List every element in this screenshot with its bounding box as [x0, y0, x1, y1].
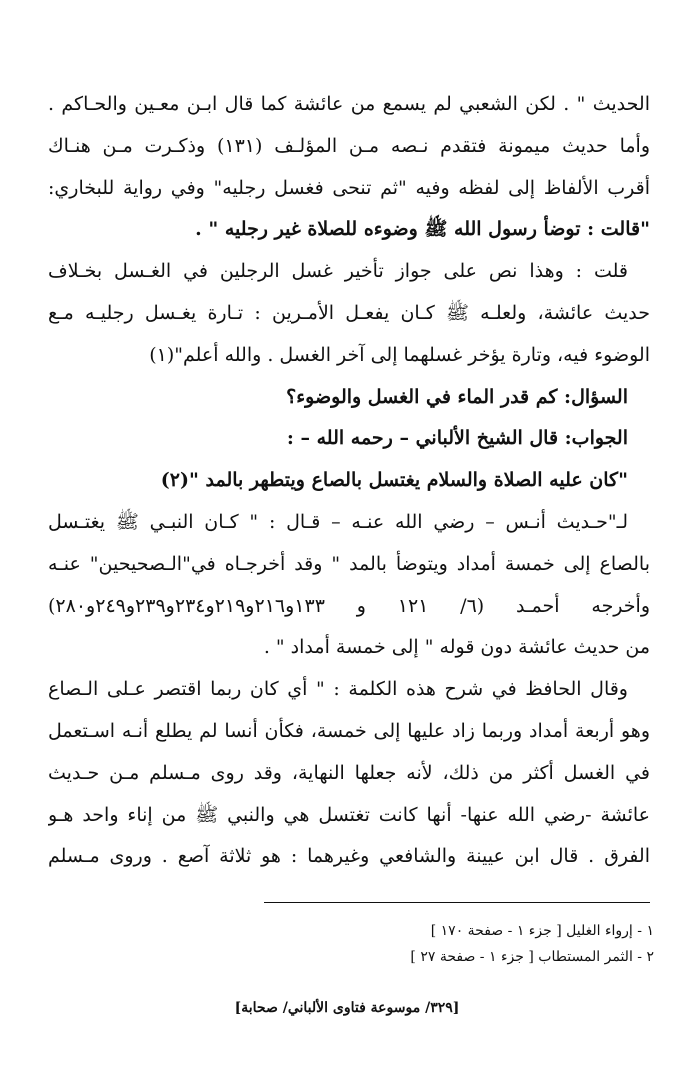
- text-line: وأما حديث ميمونة فتقدم نـصه مـن المؤلـف (١٣١) وذكـرت مـن هنـاك: [48, 134, 650, 157]
- text-line: أقرب الألفاظ إلى لفظه وفيه "ثم تنحى فغسل رجليه" وفي رواية للبخاري:: [48, 176, 650, 199]
- text-line: وأخرجه أحمـد (٦/ ١٢١ و ١٣٣و٢١٦و٢١٩و٢٣٤و٢٣٩و٢٤٩و٢٨٠): [48, 594, 650, 617]
- footnotes: [260, 918, 654, 970]
- footnote-divider: [264, 902, 650, 903]
- page-footer: [٣٢٩/ موسوعة فتاوى الألباني/ صحابة]: [234, 1000, 460, 1016]
- text-line: حديث عائشة، ولعلـه ﷺ كـان يفعـل الأمـرين : تـارة يغـسل رجليـه مـع: [48, 301, 650, 324]
- text-line: في الغسل أكثر من ذلك، لأنه جعلها النهاية، وقد روى مـسلم مـن حـديث: [48, 761, 650, 784]
- text-line: وقال الحافظ في شرح هذه الكلمة : " أي كان ربما اقتصر عـلى الـصاع: [48, 678, 628, 701]
- text-line: بالصاع إلى خمسة أمداد ويتوضأ بالمد " وقد أخرجـاه في"الـصحيحين" عنـه: [48, 552, 650, 575]
- footnote-item: ١ - إرواء الغليل [ جزء ١ - صفحة ١٧٠ ]: [430, 923, 654, 939]
- text-line: لـ"حـديث أنـس – رضي الله عنـه – قـال : " كـان النبـي ﷺ يغتـسل: [48, 510, 628, 533]
- text-line: "قالت : توضأ رسول الله ﷺ وضوءه للصلاة غير رجليه " .: [195, 218, 650, 241]
- answer-heading: الجواب: قال الشيخ الألباني – رحمه الله – :: [286, 427, 628, 450]
- main-text-block: [48, 84, 650, 878]
- text-line: وهو أربعة أمداد وربما زاد عليها إلى خمسة، فكأن أنسا لم يطلع أنـه اسـتعمل: [48, 719, 650, 742]
- text-line: قلت : وهذا نص على جواز تأخير غسل الرجلين في الغـسل بخـلاف: [48, 260, 628, 283]
- text-line: عائشة -رضي الله عنها- أنها كانت تغتسل هي والنبي ﷺ من إناء واحد هـو: [48, 803, 650, 826]
- text-line: الوضوء فيه، وتارة يؤخر غسلهما إلى آخر الغسل . والله أعلم"(١): [149, 343, 650, 366]
- question-line: السؤال: كم قدر الماء في الغسل والوضوء؟: [286, 385, 628, 408]
- text-line: من حديث عائشة دون قوله " إلى خمسة أمداد " .: [263, 636, 650, 659]
- text-line: الفرق . قال ابن عيينة والشافعي وغيرهما : هو ثلاثة آصع . وروى مـسلم: [48, 845, 650, 868]
- footnote-item: ٢ - الثمر المستطاب [ جزء ١ - صفحة ٢٧ ]: [410, 949, 654, 965]
- quote-line: "كان عليه الصلاة والسلام يغتسل بالصاع ويتطهر بالمد "(٢): [160, 469, 628, 492]
- text-line: الحديث " . لكن الشعبي لم يسمع من عائشة كما قال ابـن معـين والحـاكم .: [48, 93, 650, 115]
